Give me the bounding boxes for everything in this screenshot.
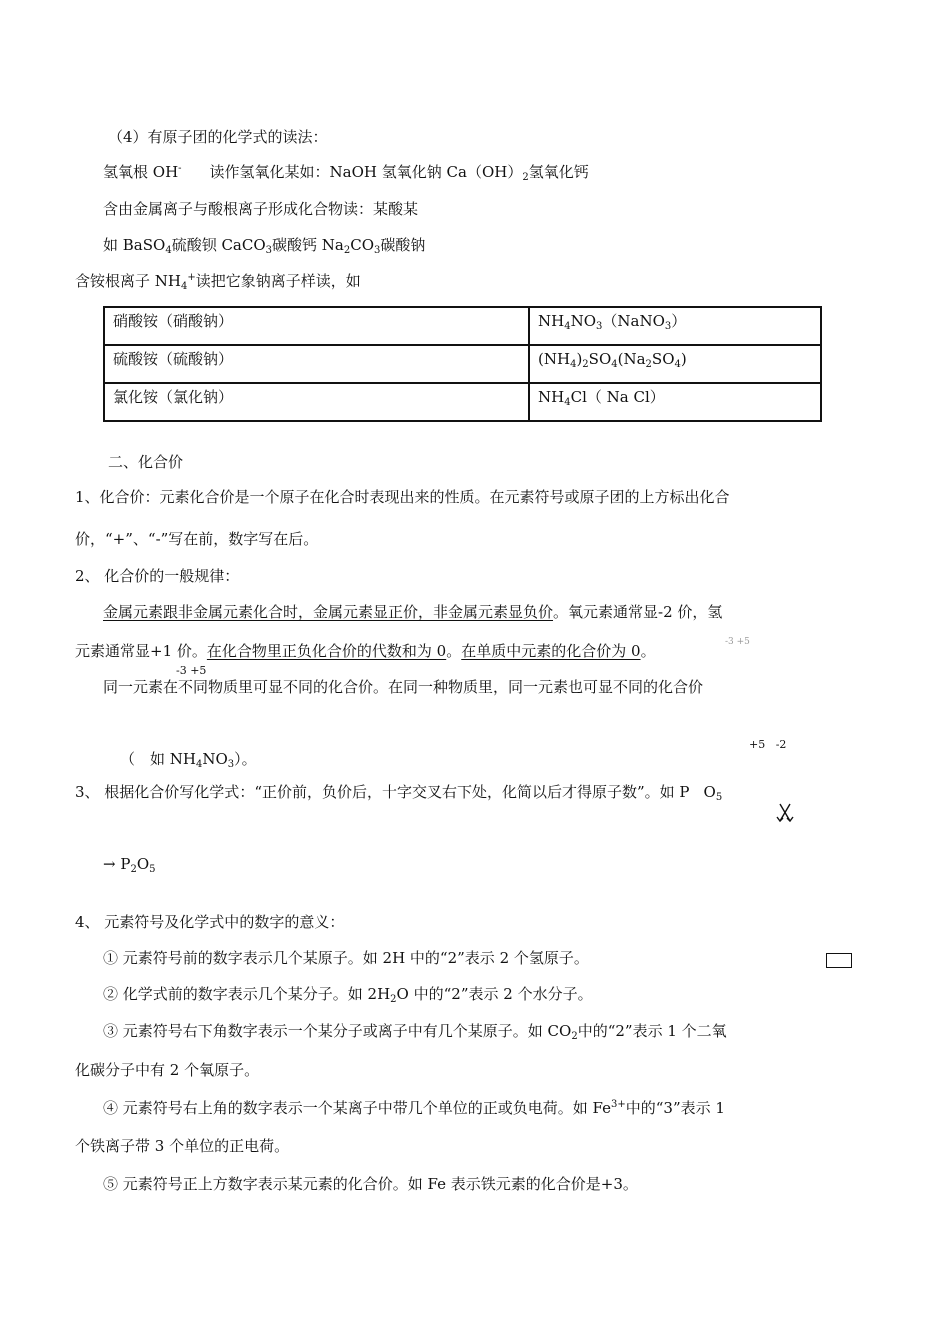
f: NO [570,312,597,330]
item-text: ③ 元素符号右下角数字表示一个某分子或离子中有几个某原子。如 CO [103,1022,572,1040]
ex-sub: 4 [165,245,172,256]
valence-heading: 二、化合价 [108,453,184,471]
ex-part: 硫酸钡 CaCO [171,236,266,254]
empty-box [826,953,852,968]
cross-arrows-icon [774,802,796,824]
table-row [104,307,821,345]
f-sub: 2 [582,359,589,370]
hydroxide-line [103,162,589,182]
ammonium-text: 含铵根离子 NH [75,272,181,290]
salt-name-cell: 硝酸铵（硝酸钠） [104,307,529,345]
valence-rule-line1 [103,602,722,622]
item-text: 中的“2”表示 1 个二氧 [577,1022,727,1040]
valence-rule-line2 [75,641,656,661]
numbers-item1: ① 元素符号前的数字表示几个某原子。如 2H 中的“2”表示 2 个氢原子。 [103,949,589,967]
item-sup: 3+ [611,1099,626,1110]
hydroxide-text-end: 氢氧化钙 [528,163,589,181]
item-text: ② 化学式前的数字表示几个某分子。如 2H [103,985,391,1003]
ex-part: （ 如 NH [120,750,196,768]
numbers-item5: ⑤ 元素符号正上方数字表示某元素的化合价。如 Fe 表示铁元素的化合价是+3。 [103,1175,638,1193]
f: SO [651,350,675,368]
f-sub: 4 [611,359,618,370]
numbers-item3-line1 [103,1021,727,1041]
rule-text: O [703,783,716,801]
f: NH [538,312,565,330]
ammonium-charge: + [187,272,196,283]
f-sub: 4 [674,359,681,370]
table-row [104,383,821,421]
rule-underlined: 在化合物里正负化合价的代数和为 0 [206,642,447,660]
ex-part: O [136,855,150,873]
p2o5-result [103,854,156,874]
faint-valence-marks: -3 +5 [725,637,750,647]
ex-part: 碳酸钠 [380,236,426,254]
ammonium-salt-table [103,306,822,422]
item-text: 中的“3”表示 1 [625,1099,725,1117]
ammonium-line [75,271,361,291]
f-sub: 4 [564,321,571,332]
salt-formula-cell [529,383,821,421]
rule-underlined: 金属元素跟非金属元素化合时，金属元素显正价，非金属元素显负价 [103,603,554,621]
formula-writing-rule [75,782,722,802]
f: ） [671,312,687,330]
numbers-item4-line1 [103,1098,725,1118]
ex-part: 如 BaSO [103,236,166,254]
ex-sub: 3 [265,245,273,256]
ex-sub: 4 [195,759,203,770]
rule-underlined: 在单质中元素的化合价为 0 [461,642,641,660]
ex-part: P [120,855,131,873]
valence-def-line1: 1、化合价：元素化合价是一个原子在化合时表现出来的性质。在元素符号或原子团的上方标出化合 [75,488,730,506]
f: Cl（ Na Cl） [570,388,665,406]
ammonium-sub: 4 [180,281,188,292]
valence-rules-heading: 2、 化合价的一般规律： [75,567,240,585]
hydroxide-charge: - [178,163,182,174]
hydroxide-text: 读作氢氧化某如：NaOH 氢氧化钠 Ca（OH） [209,163,523,181]
ex-part: NO [202,750,228,768]
item-sub: 2 [390,994,397,1005]
hydroxide-prefix: 氢氧根 OH [103,163,179,181]
numbers-item3-line2: 化碳分子中有 2 个氧原子。 [75,1061,260,1079]
ammonium-text-end: 读把它象钠离子样读，如 [195,272,361,290]
f: ) [576,350,583,368]
ex-sub: 2 [130,864,137,875]
f: ) [680,350,687,368]
arrow-icon: → [103,855,116,873]
salt-name-cell: 氯化铵（氯化钠） [104,383,529,421]
item-text: ④ 元素符号右上角的数字表示一个某离子中带几个单位的正或负电荷。如 Fe [103,1099,612,1117]
p2o5-valence-marks: +5 -2 [749,738,787,751]
f: （NaNO [602,312,665,330]
f: (Na [617,350,646,368]
f: (NH [538,350,571,368]
f: SO [588,350,612,368]
rule-sub: 5 [715,792,723,803]
acid-salt-rule: 含由金属离子与酸根离子形成化合物读：某酸某 [103,200,419,218]
salt-examples [103,235,425,255]
item-sub: 2 [571,1031,578,1042]
salt-name-cell: 硫酸铵（硫酸钠） [104,345,529,383]
numbers-item4-line2: 个铁离子带 3 个单位的正电荷。 [75,1137,290,1155]
f-sub: 4 [564,397,571,408]
rule-text: 。 [640,642,656,660]
valence-def-line2: 价，“+”、“-”写在前，数字写在后。 [75,530,319,548]
item-text: O 中的“2”表示 2 个水分子。 [396,985,593,1003]
table-row [104,345,821,383]
f-sub: 2 [645,359,652,370]
rule-text: 元素通常显+1 价。 [75,642,207,660]
ex-sub: 2 [343,245,351,256]
f: NH [538,388,565,406]
ex-part: ）。 [234,750,257,768]
rule-text: 3、 根据化合价写化学式：“正价前，负价后，十字交叉右下处，化简以后才得原子数”。如 P [75,783,690,801]
rule-text: 。氧元素通常显-2 价，氢 [553,603,723,621]
ex-part: CO [350,236,375,254]
ex-part: 碳酸钙 Na [272,236,344,254]
salt-formula-cell [529,307,821,345]
nh4no3-example [120,749,257,769]
numbers-heading: 4、 元素符号及化学式中的数字的意义： [75,913,345,931]
valence-rule-line3: 同一元素在不同物质里可显不同的化合价。在同一种物质里，同一元素也可显不同的化合价 [103,678,704,696]
f-sub: 4 [570,359,577,370]
ex-sub: 3 [227,759,235,770]
ex-sub: 3 [374,245,381,256]
nh4no3-valence-marks: -3 +5 [176,664,207,677]
f-sub: 3 [596,321,603,332]
numbers-item2 [103,984,593,1004]
rule-text: 。 [446,642,462,660]
f-sub: 3 [664,321,672,332]
hydroxide-sub: 2 [522,172,529,183]
ex-sub: 5 [149,864,156,875]
reading-heading: （4）有原子团的化学式的读法： [108,128,328,146]
salt-formula-cell [529,345,821,383]
